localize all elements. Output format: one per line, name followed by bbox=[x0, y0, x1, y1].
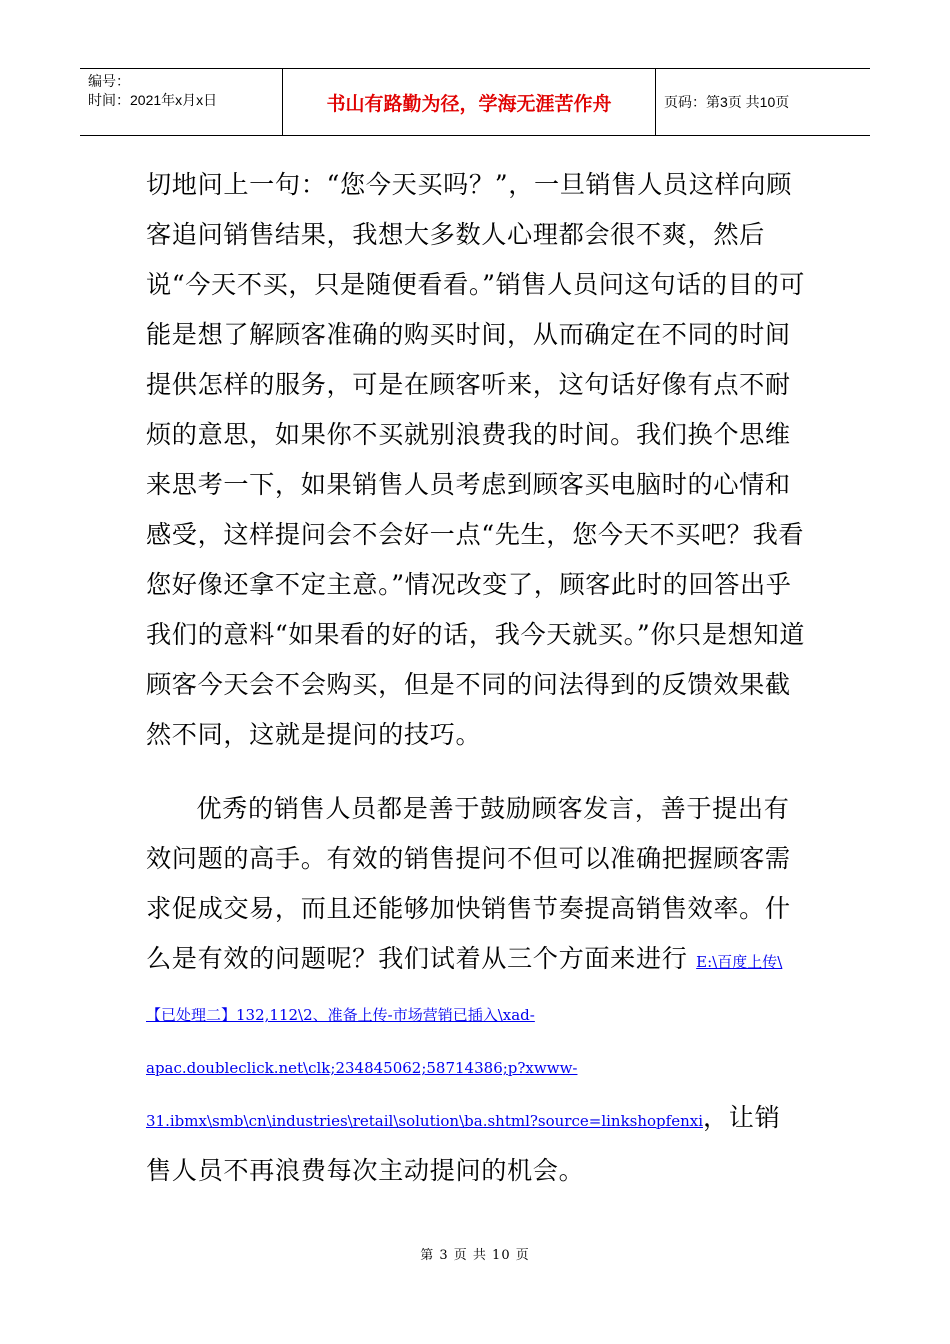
document-time-label: 时间：2021年x月x日 bbox=[88, 92, 218, 108]
header-motto: 书山有路勤为径，学海无涯苦作舟 bbox=[282, 69, 656, 135]
document-number-label: 编号： bbox=[88, 73, 130, 89]
body-paragraph-2 bbox=[146, 784, 806, 1196]
page-footer: 第 3 页 共 10 页 bbox=[420, 1248, 530, 1263]
embedded-hyperlink[interactable]: E:\百度上传\【已处理二】132,112\2、准备上传-市场营销已插入\xad-apac.doubleclick.net\clk;234845062;58714386;p?xwww-31.ibmx\smb\cn\industries\retail\solution\ba.shtml?source=linkshopfenxi bbox=[146, 953, 783, 1130]
header-page-number: 页码：第3页 共10页 bbox=[664, 94, 790, 110]
document-header bbox=[80, 68, 870, 136]
document-body bbox=[146, 160, 806, 1196]
body-paragraph-2-start: 优秀的销售人员都是善于鼓励顾客发言，善于提出有效问题的高手。有效的销售提问不但可以准确把握顾客需求促成交易，而且还能够加快销售节奏提高销售效率。什么是有效的问题呢？我们试着从三个方面来进行 bbox=[146, 794, 791, 973]
body-paragraph-2-end: ，让销售人员不再浪费每次主动提问的机会。 bbox=[146, 1103, 781, 1185]
body-paragraph-1: 切地问上一句：“您今天买吗？”，一旦销售人员这样向顾客追问销售结果，我想大多数人心理都会很不爽，然后说“今天不买，只是随便看看。”销售人员问这句话的目的可能是想了解顾客准确的购买时间，从而确定在不同的时间提供怎样的服务，可是在顾客听来，这句话好像有点不耐烦的意思，如果你不买就别浪费我的时间。我们换个思维来思考一下，如果销售人员考虑到顾客买电脑时的心情和感受，这样提问会不会好一点“先生，您今天不买吧？我看您好像还拿不定主意。”情况改变了，顾客此时的回答出乎我们的意料“如果看的好的话，我今天就买。”你只是想知道顾客今天会不会购买，但是不同的问法得到的反馈效果截然不同，这就是提问的技巧。 bbox=[146, 170, 806, 749]
header-meta bbox=[80, 69, 282, 135]
